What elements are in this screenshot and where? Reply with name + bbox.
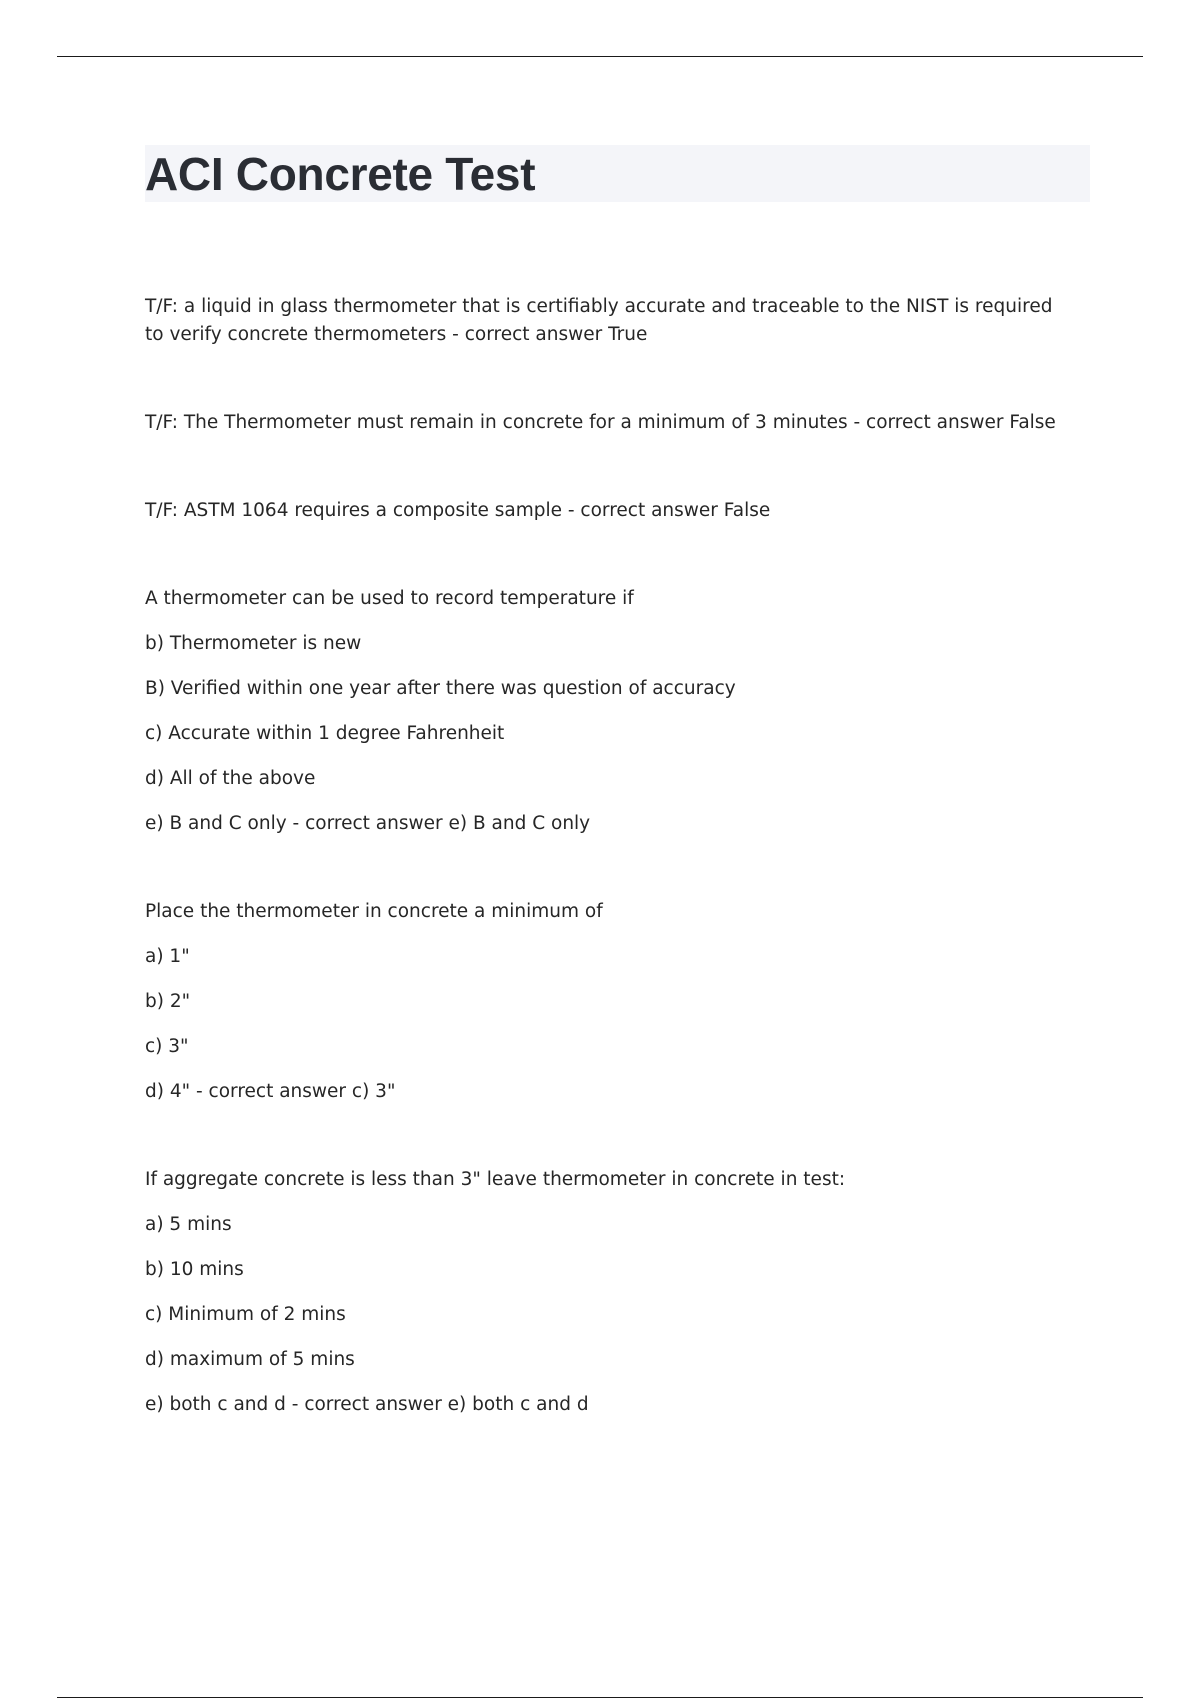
- answer-option-with-correct-answer: e) both c and d - correct answer e) both c and d: [145, 1394, 589, 1415]
- answer-option: b) 2": [145, 991, 191, 1012]
- question-item: [145, 898, 1065, 1106]
- question-text: T/F: a liquid in glass thermometer that is certifiably accurate and traceable to the NIST is required to verify concrete thermometers - correct answer True: [145, 296, 1053, 345]
- question-item: [145, 1166, 1065, 1419]
- top-rule: [57, 56, 1143, 57]
- document-title: ACI Concrete Test: [145, 148, 536, 200]
- answer-option: a) 1": [145, 946, 190, 967]
- answer-option: b) Thermometer is new: [145, 633, 362, 654]
- answer-option-with-correct-answer: d) 4" - correct answer c) 3": [145, 1081, 396, 1102]
- answer-option: c) Minimum of 2 mins: [145, 1304, 346, 1325]
- question-item: [145, 497, 1065, 525]
- question-text: A thermometer can be used to record temperature if: [145, 588, 634, 609]
- answer-option: c) Accurate within 1 degree Fahrenheit: [145, 723, 505, 744]
- question-list: [145, 293, 1065, 1479]
- question-text: Place the thermometer in concrete a minimum of: [145, 901, 603, 922]
- question-text: T/F: The Thermometer must remain in concrete for a minimum of 3 minutes - correct answer False: [145, 412, 1056, 433]
- answer-option: B) Verified within one year after there was question of accuracy: [145, 678, 736, 699]
- answer-option: c) 3": [145, 1036, 189, 1057]
- answer-option: b) 10 mins: [145, 1259, 244, 1280]
- question-item: [145, 585, 1065, 838]
- question-text: If aggregate concrete is less than 3" leave thermometer in concrete in test:: [145, 1169, 846, 1190]
- question-item: [145, 409, 1065, 437]
- answer-option-with-correct-answer: e) B and C only - correct answer e) B and C only: [145, 813, 591, 834]
- question-text: T/F: ASTM 1064 requires a composite sample - correct answer False: [145, 500, 771, 521]
- answer-option: d) maximum of 5 mins: [145, 1349, 355, 1370]
- answer-option: a) 5 mins: [145, 1214, 232, 1235]
- bottom-rule: [57, 1697, 1143, 1698]
- answer-option: d) All of the above: [145, 768, 316, 789]
- question-item: [145, 293, 1065, 349]
